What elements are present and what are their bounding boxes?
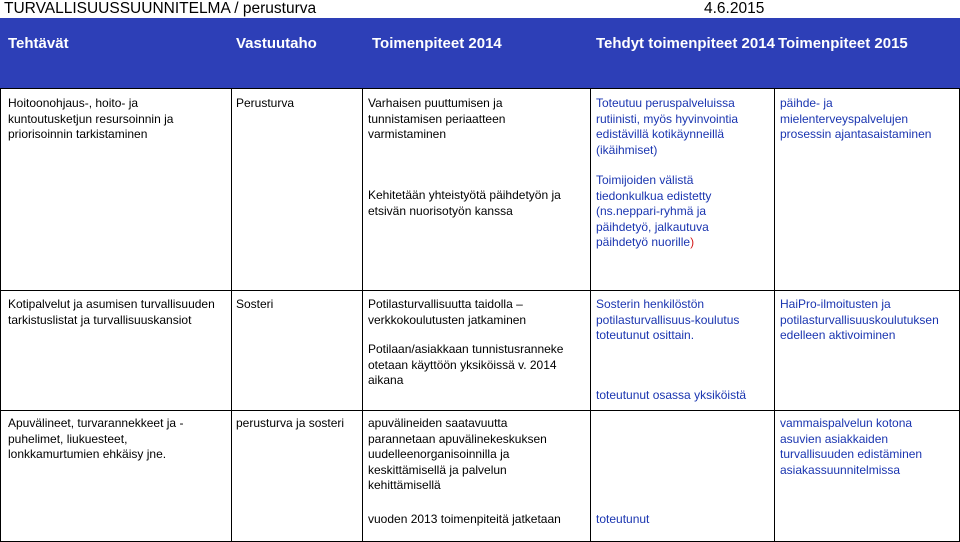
text-line: (ns.neppari-ryhmä ja: [596, 204, 707, 218]
row2-done-a: [596, 297, 739, 344]
header-done-2014: Tehdyt toimenpiteet 2014: [596, 35, 775, 52]
document-date: 4.6.2015: [704, 0, 765, 17]
row2-measures-2014-a: [368, 297, 526, 328]
text-line: päihdetyö, jalkautuva: [596, 219, 709, 234]
row1-done-a: [596, 96, 738, 158]
document-title-bar: [0, 0, 960, 18]
row3-measures-2014-a: [368, 416, 547, 494]
text-line: etsivän nuorisotyön kanssa: [368, 203, 513, 218]
text-line: tiedonkulkua edistetty: [596, 188, 712, 203]
text-line: [596, 235, 711, 251]
text-line: potilasturvallisuuskoulutuksen: [780, 312, 939, 327]
column-divider: [362, 88, 363, 542]
text-line: keskittämisellä ja palvelun: [368, 462, 507, 477]
row1-responsibility: [236, 96, 294, 112]
text-line: Sosteri: [236, 297, 274, 311]
document-title: TURVALLISUUSSUUNNITELMA / perusturva: [4, 0, 317, 17]
text-line: prosessin ajantasaistaminen: [780, 127, 932, 141]
row3-done-b: [596, 512, 649, 528]
text-line: Toteutuu peruspalveluissa: [596, 96, 735, 110]
text-line: asiakassuunnitelmissa: [780, 462, 901, 477]
text-fragment: päihdetyö nuorille: [596, 235, 691, 249]
row2-measures-2014-b: [368, 342, 563, 389]
text-line: verkkokoulutusten jatkaminen: [368, 312, 527, 327]
text-line: (ikäihmiset): [596, 142, 658, 157]
row1-measures-2015: [780, 96, 931, 143]
text-line: kehittämisellä: [368, 478, 441, 492]
header-responsibility: Vastuutaho: [236, 35, 317, 52]
text-line: perusturva ja sosteri: [236, 416, 345, 430]
text-line: parannetaan apuvälinekeskuksen: [368, 431, 547, 446]
row1-measures-2014-a: [368, 96, 505, 143]
column-divider: [590, 88, 591, 542]
text-line: otetaan käyttöön yksiköissä v. 2014: [368, 357, 557, 372]
text-line: tarkistuslistat ja turvallisuuskansiot: [8, 312, 192, 327]
text-line: edelleen aktivoiminen: [780, 328, 896, 342]
text-line: kuntoutusketjun resursoinnin ja: [8, 111, 174, 126]
column-divider: [774, 88, 775, 542]
text-line: toteutunut osassa yksiköistä: [596, 388, 747, 402]
row2-done-b: [596, 388, 746, 404]
text-line: HaiPro-ilmoitusten ja: [780, 297, 891, 311]
row1-done-b: [596, 173, 711, 251]
row3-measures-2015: [780, 416, 922, 478]
column-divider: [0, 88, 1, 542]
text-line: Kehitetään yhteistyötä päihdetyön ja: [368, 188, 561, 202]
row-divider: [0, 88, 960, 89]
text-line: puhelimet, liukuesteet,: [8, 431, 128, 446]
text-line: Perusturva: [236, 96, 295, 110]
text-line: aikana: [368, 373, 404, 387]
text-line: potilasturvallisuus-koulutus: [596, 312, 740, 327]
text-line: Kotipalvelut ja asumisen turvallisuuden: [8, 297, 215, 311]
text-line: turvallisuuden edistäminen: [780, 447, 923, 461]
text-line: Varhaisen puuttumisen ja: [368, 96, 503, 110]
row-divider: [0, 290, 960, 291]
text-line: mielenterveyspalvelujen: [780, 111, 909, 126]
row2-responsibility: [236, 297, 273, 313]
text-line: edistävillä kotikäynneillä: [596, 127, 725, 141]
header-measures-2014: Toimenpiteet 2014: [372, 35, 502, 52]
row1-measures-2014-b: [368, 188, 561, 219]
text-line: Potilaan/asiakkaan tunnistusranneke: [368, 342, 564, 356]
row1-task: [8, 96, 173, 143]
text-line: Toimijoiden välistä: [596, 173, 694, 187]
text-line: toteutunut: [596, 512, 650, 526]
text-line: Sosterin henkilöstön: [596, 297, 705, 311]
row-divider: [0, 410, 960, 411]
text-line: lonkkamurtumien ehkäisy jne.: [8, 447, 167, 461]
text-line: Potilasturvallisuutta taidolla –: [368, 297, 523, 311]
text-line: apuvälineiden saatavuutta: [368, 416, 508, 430]
text-line: päihde- ja: [780, 96, 833, 110]
text-line: asuvien asiakkaiden: [780, 431, 889, 446]
text-line: tunnistamisen periaatteen: [368, 111, 506, 126]
row2-measures-2015: [780, 297, 939, 344]
text-line: varmistaminen: [368, 127, 447, 141]
text-line: vammaispalvelun kotona: [780, 416, 913, 430]
header-measures-2015: Toimenpiteet 2015: [778, 35, 908, 52]
text-line: toteutunut osittain.: [596, 328, 695, 342]
text-line: vuoden 2013 toimenpiteitä jatketaan: [368, 512, 561, 526]
text-line: Hoitoonohjaus-, hoito- ja: [8, 96, 139, 110]
row3-task: [8, 416, 183, 463]
table-header: [0, 18, 960, 88]
row3-measures-2014-b: [368, 512, 561, 528]
header-tasks: Tehtävät: [8, 35, 69, 52]
text-line: Apuvälineet, turvarannekkeet ja -: [8, 416, 184, 430]
row3-responsibility: [236, 416, 344, 432]
text-line: uudelleenorganisoinnilla ja: [368, 447, 510, 461]
text-line: priorisoinnin tarkistaminen: [8, 127, 148, 141]
text-line: rutiinisti, myös hyvinvointia: [596, 111, 739, 126]
row2-task: [8, 297, 215, 328]
closing-paren: ): [690, 235, 695, 249]
column-divider: [231, 88, 232, 542]
